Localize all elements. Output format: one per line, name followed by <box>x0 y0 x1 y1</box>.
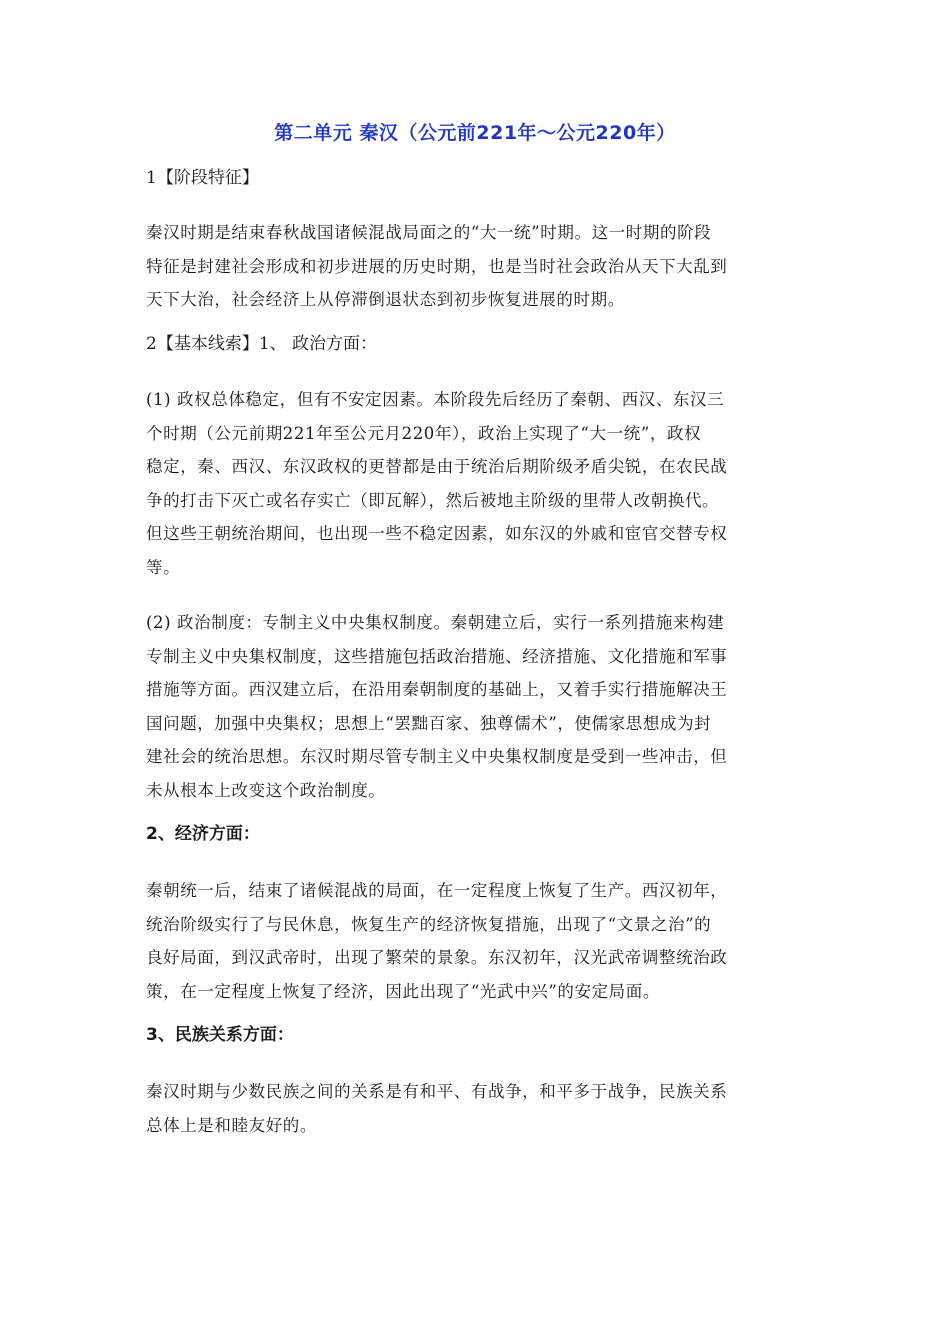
paragraph-line: 个时期（公元前期221年至公元月220年），政治上实现了“大一统”，政权 <box>146 423 702 443</box>
stage-features-paragraph <box>146 216 806 317</box>
basic-clues-heading: 2【基本线索】1、 政治方面： <box>146 334 378 354</box>
paragraph-line: 等。 <box>146 557 181 577</box>
economic-paragraph <box>146 874 806 1008</box>
paragraph-line: 建社会的统治思想。东汉时期尽管专制主义中央集权制度是受到一些冲击，但 <box>146 747 728 767</box>
economic-heading: 2、经济方面： <box>146 824 260 844</box>
paragraph-line: 秦汉时期与少数民族之间的关系是有和平、有战争，和平多于战争，民族关系 <box>146 1082 728 1101</box>
ethnic-relations-heading: 3、民族关系方面： <box>146 1025 294 1045</box>
political-system-paragraph <box>146 606 806 808</box>
paragraph-line: 良好局面，到汉武帝时，出现了繁荣的景象。东汉初年，汉光武帝调整统治政 <box>146 948 728 968</box>
paragraph-line: 特征是封建社会形成和初步进展的历史时期，也是当时社会政治从天下大乱到 <box>146 256 728 276</box>
paragraph-line: 但这些王朝统治期间，也出现一些不稳定因素，如东汉的外戚和宦官交替专权 <box>146 524 728 544</box>
paragraph-line: 争的打击下灭亡或名存实亡（即瓦解），然后被地主阶级的里带人改朝换代。 <box>146 490 720 510</box>
political-stability-paragraph <box>146 383 806 585</box>
paragraph-line: 秦汉时期是结束春秋战国诸候混战局面之的“大一统”时期。这一时期的阶段 <box>146 223 712 242</box>
paragraph-line: 天下大治，社会经济上从停滞倒退状态到初步恢复进展的时期。 <box>146 290 625 310</box>
paragraph-line: 总体上是和睦友好的。 <box>146 1115 317 1135</box>
paragraph-line: 国问题，加强中央集权；思想上“罢黜百家、独尊儒术”，使儒家思想成为封 <box>146 713 712 733</box>
ethnic-relations-paragraph <box>146 1075 806 1142</box>
paragraph-line: 秦朝统一后，结束了诸候混战的局面，在一定程度上恢复了生产。西汉初年， <box>146 881 728 900</box>
paragraph-line: (1) 政权总体稳定，但有不安定因素。本阶段先后经历了秦朝、西汉、东汉三 <box>146 390 725 409</box>
document-title: 第二单元 秦汉（公元前221年～公元220年） <box>274 122 676 144</box>
paragraph-line: 统治阶级实行了与民休息，恢复生产的经济恢复措施，出现了“文景之治”的 <box>146 914 712 934</box>
stage-features-heading: 1【阶段特征】 <box>146 168 259 188</box>
paragraph-line: 稳定，秦、西汉、东汉政权的更替都是由于统治后期阶级矛盾尖锐，在农民战 <box>146 457 728 477</box>
paragraph-line: 专制主义中央集权制度，这些措施包括政治措施、经济措施、文化措施和军事 <box>146 646 728 666</box>
paragraph-line: 措施等方面。西汉建立后，在沿用秦朝制度的基础上，又着手实行措施解决王 <box>146 680 728 700</box>
paragraph-line: (2) 政治制度：专制主义中央集权制度。秦朝建立后，实行一系列措施来构建 <box>146 613 725 632</box>
paragraph-line: 策，在一定程度上恢复了经济，因此出现了“光武中兴”的安定局面。 <box>146 981 660 1001</box>
paragraph-line: 未从根本上改变这个政治制度。 <box>146 780 386 800</box>
